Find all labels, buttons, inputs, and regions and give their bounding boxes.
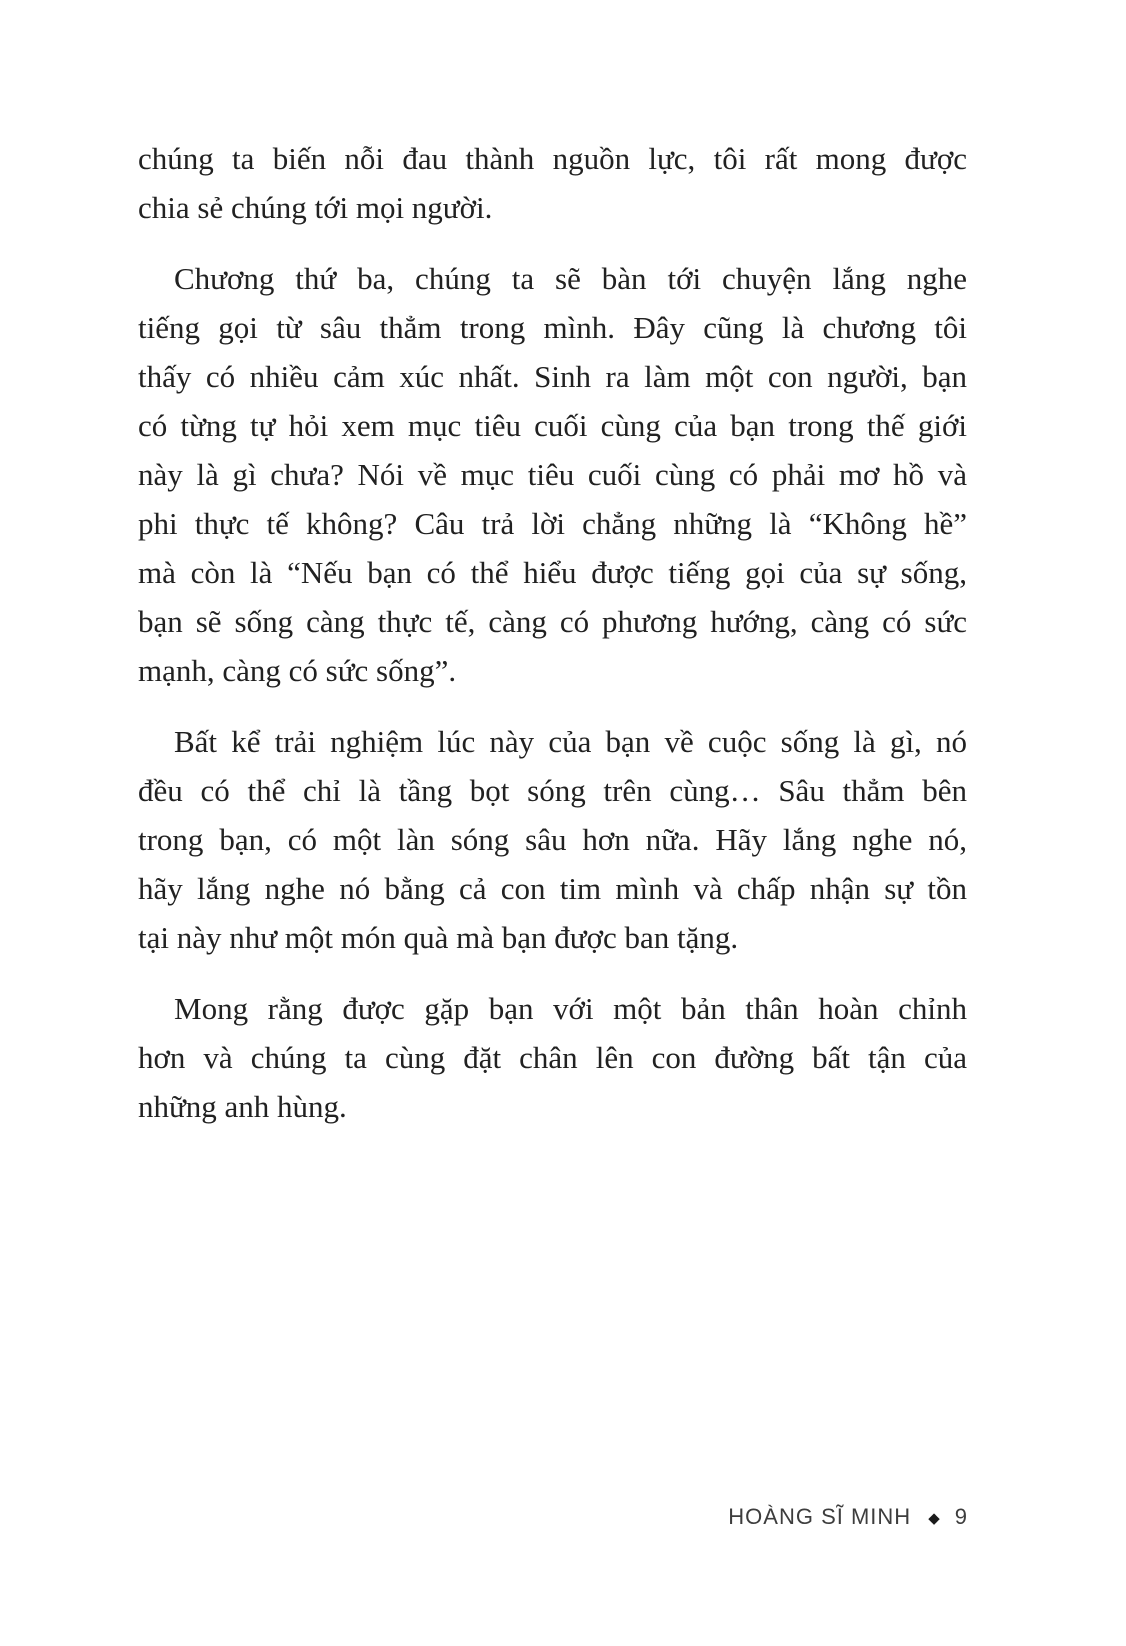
paragraph xyxy=(138,254,967,695)
text-line: những anh hùng. xyxy=(138,1089,347,1124)
text-line: này là gì chưa? Nói về mục tiêu cuối cùng có phải mơ hồ và xyxy=(138,457,967,492)
page-text-block xyxy=(138,134,967,1131)
text-line: trong bạn, có một làn sóng sâu hơn nữa. Hãy lắng nghe nó, xyxy=(138,822,967,857)
text-line: bạn sẽ sống càng thực tế, càng có phương hướng, càng có sức xyxy=(138,604,967,639)
paragraph xyxy=(138,717,967,962)
text-line: Chương thứ ba, chúng ta sẽ bàn tới chuyện lắng nghe xyxy=(174,261,967,296)
text-line: tại này như một món quà mà bạn được ban tặng. xyxy=(138,920,739,955)
text-line: tiếng gọi từ sâu thẳm trong mình. Đây cũng là chương tôi xyxy=(138,310,967,345)
page-footer xyxy=(728,1504,967,1530)
text-line: chúng ta biến nỗi đau thành nguồn lực, tôi rất mong được xyxy=(138,141,967,176)
text-line: phi thực tế không? Câu trả lời chẳng những là “Không hề” xyxy=(138,506,967,541)
paragraph xyxy=(138,984,967,1131)
text-line: thấy có nhiều cảm xúc nhất. Sinh ra làm một con người, bạn xyxy=(138,359,967,394)
text-line: mạnh, càng có sức sống”. xyxy=(138,653,457,688)
text-line: chia sẻ chúng tới mọi người. xyxy=(138,190,493,225)
paragraph xyxy=(138,134,967,232)
text-line: hơn và chúng ta cùng đặt chân lên con đường bất tận của xyxy=(138,1040,967,1075)
diamond-separator-icon: ◆ xyxy=(928,1510,940,1527)
text-line: đều có thể chỉ là tầng bọt sóng trên cùng… Sâu thẳm bên xyxy=(138,773,967,808)
text-line: Mong rằng được gặp bạn với một bản thân hoàn chỉnh xyxy=(174,991,967,1026)
text-line: có từng tự hỏi xem mục tiêu cuối cùng của bạn trong thế giới xyxy=(138,408,967,443)
footer-author-name: HOÀNG SĨ MINH xyxy=(728,1504,912,1529)
page-number: 9 xyxy=(954,1504,967,1529)
text-line: Bất kể trải nghiệm lúc này của bạn về cuộc sống là gì, nó xyxy=(174,724,967,759)
text-line: hãy lắng nghe nó bằng cả con tim mình và chấp nhận sự tồn xyxy=(138,871,967,906)
text-line: mà còn là “Nếu bạn có thể hiểu được tiếng gọi của sự sống, xyxy=(138,555,967,590)
